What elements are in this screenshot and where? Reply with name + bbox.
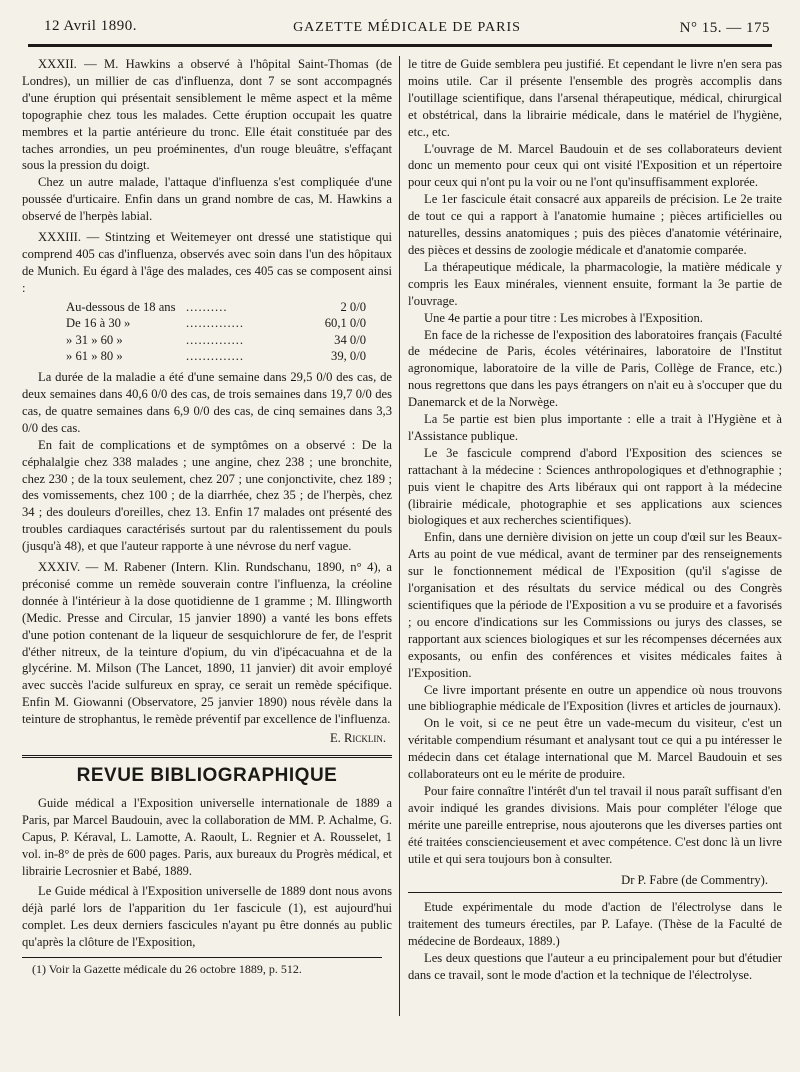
age-label: » 31 » 60 » [66,332,123,347]
leader-dots: .............. [186,316,245,331]
paragraph-guide: Le Guide médical à l'Exposition universelle de 1889 dont nous avons déjà parlé lors de l'apparition du 1er fascicule (1), est aujourd'hui complet. Les deux derniers fascicules n'ayant pu être donnés au public qu'après la clôture de l'Exposition, [22,884,392,950]
age-label: Au-dessous de 18 ans [66,299,176,314]
age-row [66,348,392,365]
paragraph-fascicule-3: Le 3e fascicule comprend d'abord l'Exposition des sciences se rattachant à la médecine : Sciences anthropologiques et d'ethnographie ; puis vient le chapitre des Arts libéraux qui ont rapport à la médecine (librairie médicale, photographie et ses applications aux sciences biologiques et aux recherches scientifiques). [408,445,782,528]
page-header [44,14,770,38]
paragraph-hygiene: La 5e partie est bien plus importante : elle a trait à l'Hygiène et à l'Assistance publique. [408,412,782,443]
paragraph-laboratoires: En face de la richesse de l'exposition des laboratoires français (Faculté de médecine de Paris, écoles vétérinaires, laboratoire de l'Institut agronomique, laboratoire de la ville de Paris, Collège de France, etc.) nous regrettons que dans les pays étrangers on n'ait eu à s'occuper que du Danemarck et de la Norwège. [408,327,782,410]
age-value: 60,1 0/0 [324,316,366,331]
paragraph-xxxiv: XXXIV. — M. Rabener (Intern. Klin. Rundschanu, 1890, n° 4), a préconisé comme un remède souverain contre l'influenza, la créoline donnée à l'intérieur à la dose quotidienne de 1 gramme ; M. Illingworth (Medic. Presse and Circular, 15 janvier 1890) a vanté les bons effets d'une potion contenant de la liqueur de sesquichlorure de fer, de l'esprit d'éther nitreux, de la teinture d'opium, du vin d'ipécacuahna et de la glycérine. M. Milson (The Lancet, 1890, 11 janvier) dit avoir employé avec succès l'acide sulfureux en spray, ce serait un remède spécifique. Enfin M. Giowanni (Observatore, 25 janvier 1890) nous révèle dans la teinture de strophantus, le remède préventif par excellence de l'influenza. [22,560,392,727]
review-heading: Guide médical a l'Exposition universelle internationale de 1889 a Paris, par Marcel Baudouin, avec la collaboration de MM. P. Achalme, G. Capus, P. Kéraval, L. Lamotte, A. Raoult, L. Regnier et A. Rousselet, 1 vol. in-8° de près de 600 pages. Paris, aux bureaux du Progrès médical, et librairie Lecrosnier et Babé, 1889. [22,795,392,878]
paragraph-herpes: Chez un autre malade, l'attaque d'influenza s'est compliquée d'une poussée d'urticaire. Enfin dans un grand nombre de cas, M. Hawkins a observé de l'herpès labial. [22,175,392,224]
review2-heading: Etude expérimentale du mode d'action de l'électrolyse dans le traitement des tumeurs érectiles, par P. Lafaye. (Thèse de la Faculté de médecine de Bordeaux, 1889.) [408,900,782,949]
paragraph-xxxiii: XXXIII. — Stintzing et Weitemeyer ont dressé une statistique qui comprend 405 cas d'influenza, observés avec soin dans l'un des hôpitaux de Munich. Eu égard à l'âge des malades, ces 405 cas se composent ainsi : [22,230,392,295]
paragraph-compendium: On le voit, si ce ne peut être un vade-mecum du visiteur, c'est un véritable compendium résumant et analysant tout ce qui a pu intéresser le médecin dans cet étalage international que M. Marcel Baudouin et ses collaborateurs ont eu le mérite de produire. [408,716,782,782]
header-journal-title: GAZETTE MÉDICALE DE PARIS [293,20,521,35]
age-value: 34 0/0 [334,332,366,347]
age-value: 2 0/0 [340,299,366,314]
paragraph-beaux-arts: Enfin, dans une dernière division on jette un coup d'œil sur les Beaux-Arts au point de vue médical, avant de terminer par des renseignements sur le fonctionnement médical de l'Exposition (qu'il s'agisse de l'organisation et des résultats du service médical ou des Congrès scientifiques que la période de l'Exposition a vu se produire et a favorisés ; ou encore d'indications sur les Commissions ou jurys des classes, se rapportant aux sciences biologiques et sur les récompenses décernées aux exposants, ou enfin des conférences et visites médicales faites à l'Exposition. [408,530,782,680]
author-signature: E. Ricklin. [329,731,386,746]
age-row [66,299,392,316]
left-column [22,56,392,977]
paragraph-continuation: le titre de Guide semblera peu justifié. Et cependant le livre n'en sera pas moins utile. Car il présente l'ensemble des progrès accomplis dans l'outillage scientifique, dans l'arsenal thérapeutique, médical, chirurgical et obstétrical, dans la librairie médicale, dans le matériel de l'hygiène, etc., etc. [408,57,782,139]
age-statistics-table [66,299,392,365]
age-label: De 16 à 30 » [66,316,131,331]
header-issue-number: N° 15. — 175 [679,20,770,36]
header-date: 12 Avril 1890. [44,18,137,34]
leader-dots: .............. [186,332,245,347]
section-divider [22,755,392,758]
footnote-rule [22,957,382,958]
age-row [66,315,392,332]
paragraph-therapeutique: La thérapeutique médicale, la pharmacologie, la matière médicale y compris les Eaux minérales, viennent ensuite, formant la 3e partie de l'ouvrage. [408,259,782,308]
paragraph-duration: La durée de la maladie a été d'une semaine dans 29,5 0/0 des cas, de deux semaines dans 40,6 0/0 des cas, de trois semaines dans 19,7 0/0 des cas, de quatre semaines dans 6,9 0/0 des cas, de cinq semaines dans 3,3 0/0 des cas. [22,370,392,435]
review-divider [408,892,782,893]
age-value: 39, 0/0 [331,349,366,364]
section-title: REVUE BIBLIOGRAPHIQUE [76,765,338,786]
paragraph-appendice: Ce livre important présente en outre un appendice où nous trouvons une bibliographie médicale de l'Exposition (livres et articles de journaux). [408,682,782,714]
footnote: (1) Voir la Gazette médicale du 26 octobre 1889, p. 512. [32,962,302,977]
right-column [408,56,782,984]
header-rule [28,44,772,47]
paragraph-complications: En fait de complications et de symptômes on a observé : De la céphalalgie chez 338 malades ; une angine, chez 238 ; une bronchite, chez 230 ; de la toux seulement, chez 207 ; une conjonctivite, chez 189 ; des vomissements, chez 100 ; de la diarrhée, chez 35 ; de l'herpès, chez 34 ; des douleurs d'oreilles, chez 13. Enfin 17 malades ont présenté des troubles cardiaques caractérisés surtout par du ralentissement du pouls (jusqu'à 48), et que l'auteur rapporte à une névrose du nerf vague. [22,437,392,554]
paragraph-electrolyse: Les deux questions que l'auteur a eu principalement pour but d'étudier dans ce travail, sont le mode d'action et la technique de l'électrolyse. [408,951,782,983]
paragraph-fascicule-1: Le 1er fascicule était consacré aux appareils de précision. Le 2e traite de tout ce qui a rapport à l'anatomie humaine ; pièces artificielles ou naturelles, dessins anatomiques ; puis des pièces d'anatomie vétérinaire, des pièces et dessins de zoologie médicale et d'anatomie comparée. [408,192,782,257]
paragraph-microbes: Une 4e partie a pour titre : Les microbes à l'Exposition. [424,310,703,325]
leader-dots: .......... [186,299,228,314]
paragraph-memento: L'ouvrage de M. Marcel Baudouin et de ses collaborateurs devient donc un memento pour ceux qui ont visité l'Exposition et un répertoire pour ceux qui n'ont pu la voir ou ne l'ont qu'insuffisamment explorée. [408,141,782,190]
age-row [66,332,392,349]
reviewer-signature: Dr P. Fabre (de Commentry). [621,872,768,887]
leader-dots: .............. [186,349,245,364]
paragraph-xxxii: XXXII. — M. Hawkins a observé à l'hôpital Saint-Thomas (de Londres), un millier de cas d'influenza, dont 7 se sont accompagnés d'une éruption qui présentait sensiblement le même aspect et la même topographie chez tous les malades. Cette éruption occupait les quatre membres et la partie antérieure du tronc. Elle était constituée par des taches arrondies, un peu proéminentes, d'un rouge bleuâtre, s'effaçant sous la pression du doigt. [22,57,392,173]
column-divider [399,56,400,1016]
age-label: » 61 » 80 » [66,349,123,364]
paragraph-conclusion: Pour faire connaître l'intérêt d'un tel travail il nous paraît suffisant d'en avoir indiqué les grandes divisions. Mais pour compléter l'éloge que mérite une pareille entreprise, nous ajouterons que les diverses parties ont été traitées consciencieusement et avec compétence. C'est donc là un livre utile et qui sera toujours bon à consulter. [408,783,782,866]
